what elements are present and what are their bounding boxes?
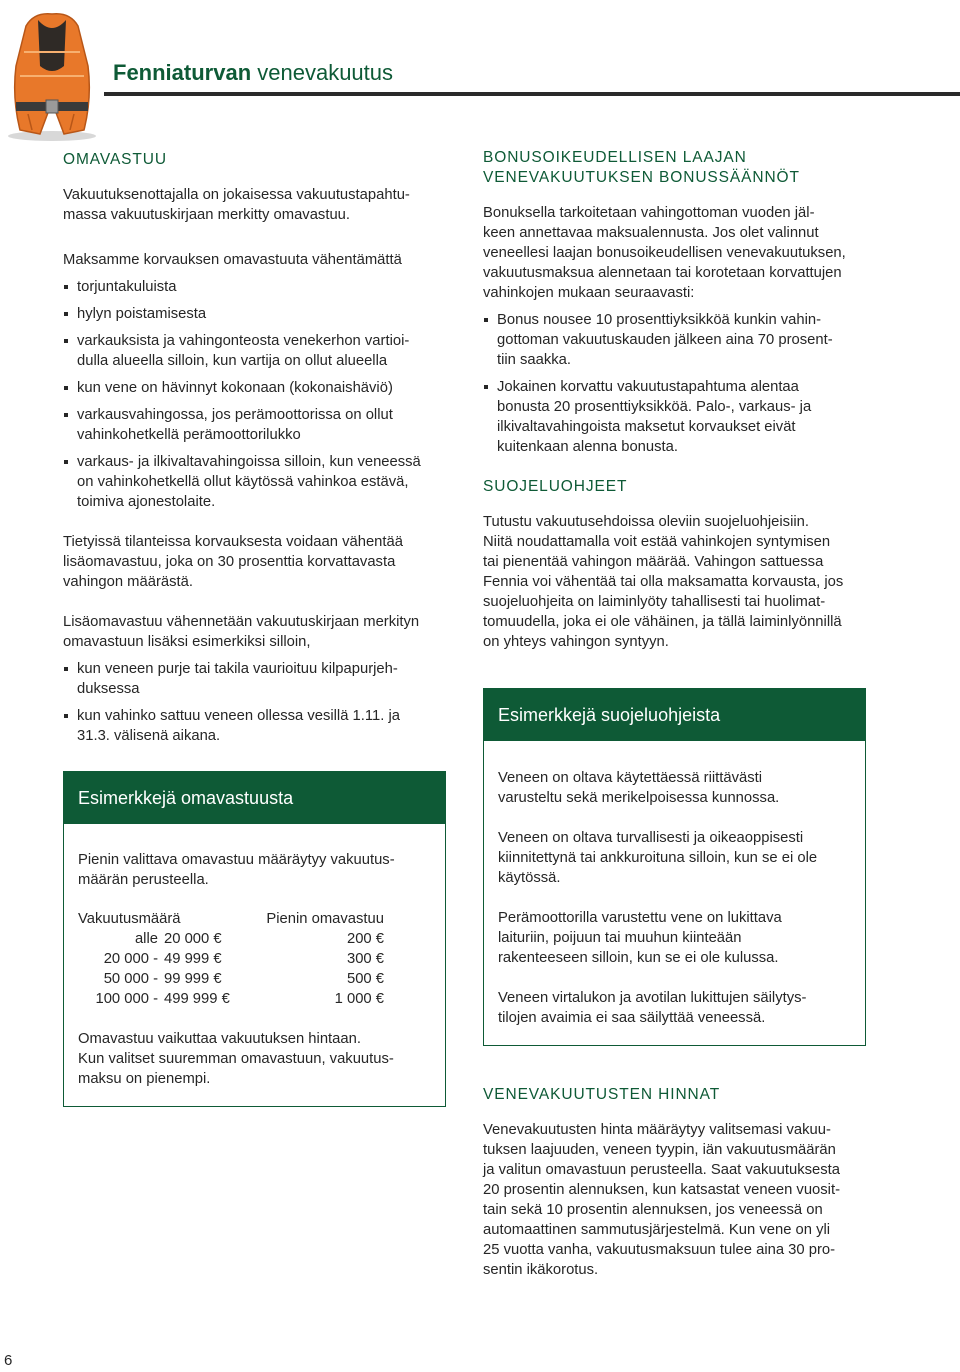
brand-title-bold: Fenniaturvan xyxy=(113,60,252,85)
intro-line: massa vakuutuskirjaan merkitty omavastuu. xyxy=(63,207,351,223)
table-header-row xyxy=(78,909,384,929)
additional-deductible-paragraph: Tietyissä tilanteissa korvauksesta voidaan vähentää lisäomavastuu, joka on 30 prosenttia korvattavasta vahingon määrästä. xyxy=(63,534,403,590)
list-item: Jokainen korvattu vakuutustapahtuma alentaa bonusta 20 prosenttiyksikköä. Palo-, varkaus- ja ilkivaltavahingoista maksetut korvaukset eivät kuitenkaan alenna bonusta. xyxy=(483,377,873,457)
additional-deductible-list xyxy=(63,659,448,746)
list-item: kun veneen purje tai takila vaurioituu kilpapurjeh- duksessa xyxy=(63,659,448,699)
list-item: kun vene on hävinnyt kokonaan (kokonaishäviö) xyxy=(63,378,448,398)
prices-heading: VENEVAKUUTUSTEN HINNAT xyxy=(483,1086,721,1103)
table-row: 100 000 - 499 999 € 1 000 € xyxy=(95,991,384,1007)
prices-section xyxy=(483,1085,873,1280)
suojeluohjeet-heading: SUOJELUOHJEET xyxy=(483,478,628,495)
list-item: kun vahinko sattuu veneen ollessa vesillä 1.11. ja 31.3. välisenä aikana. xyxy=(63,706,448,746)
brand-title-rest: venevakuutus xyxy=(251,60,394,85)
deductible-table xyxy=(78,909,384,1009)
list-item: torjuntakuluista xyxy=(63,277,448,297)
list-item: varkausvahingossa, jos perämoottorissa on ollut vahinkohetkellä perämoottorilukko xyxy=(63,405,448,445)
suojeluohjeet-text: Tutustu vakuutusehdoissa oleviin suojeluohjeisiin. Niitä noudattamalla voit estää vahinkojen syntymisen tai pienentää vahingon määrää. Vahingon sattuessa Fennia voi vähentää tai olla maksamatta korvausta, jos suojeluohjeita on laiminlyöty tahallisesti tai huolimat- tomuudella, joka ei ole vähäinen, ja tällä laiminlyönnillä on yhteys vahingon syntyyn. xyxy=(483,514,844,650)
table-row: alle 20 000 € 200 € xyxy=(134,931,384,947)
intro-line: Vakuutuksenottajalla on jokaisessa vakuutustapahtu- xyxy=(63,187,410,203)
right-column xyxy=(483,148,873,652)
omavastuu-intro xyxy=(63,185,448,225)
additional-deductible-cases-paragraph: Lisäomavastuu vähennetään vakuutuskirjaan merkityn omavastuun lisäksi esimerkiksi silloin, xyxy=(63,614,420,650)
protection-example: Veneen on oltava käytettäessä riittävästi varusteltu sekä merikelpoisessa kunnossa. xyxy=(498,770,780,806)
table-row: 20 000 - 49 999 € 300 € xyxy=(103,951,384,967)
bonus-heading: BONUSOIKEUDELLISEN LAAJAN VENEVAKUUTUKSEN BONUSSÄÄNNÖT xyxy=(483,149,800,186)
protection-examples-body xyxy=(484,741,865,1028)
life-jacket-image xyxy=(4,6,100,144)
page-number: 6 xyxy=(4,1352,13,1369)
brand-title xyxy=(113,60,393,86)
header-rule xyxy=(104,92,960,96)
bonus-rules-list xyxy=(483,310,873,457)
deductible-examples-outro: Omavastuu vaikuttaa vakuutuksen hintaan. Kun valitset suuremman omavastuun, vakuutus- maksu on pienempi. xyxy=(78,1031,394,1087)
left-column xyxy=(63,150,448,753)
prices-text: Venevakuutusten hinta määräytyy valitsemasi vakuu- tuksen laajuuden, veneen tyypin, iän vakuutusmäärän ja valitun omavastuun perusteella. Saat vakuutuksesta 20 prosentin alennuksen, kun katsastat veneen vuosit- tain sekä 10 prosentin alennuksen, jos veneessä on automaattinen sammutusjärjestelmä. Kun vene on yli 25 vuotta vanha, vakuutusmaksuun tulee aina 30 pro- sentin ikäkorotus. xyxy=(483,1122,840,1278)
protection-examples-title: Esimerkkejä suojeluohjeista xyxy=(484,689,865,741)
omavastuu-heading: OMAVASTUU xyxy=(63,151,167,168)
col-header-sum-insured: Vakuutusmäärä xyxy=(78,911,181,927)
protection-example: Veneen virtalukon ja avotilan lukittujen säilytys- tilojen avaimia ei saa säilyttää veneessä. xyxy=(498,990,807,1026)
deductible-examples-box xyxy=(63,771,446,1107)
list-item: varkauksista ja vahingonteosta venekerhon vartioi- dulla alueella silloin, kun vartija on ollut alueella xyxy=(63,331,448,371)
deductible-examples-intro: Pienin valittava omavastuu määräytyy vakuutus- määrän perusteella. xyxy=(78,852,395,888)
deductible-examples-title: Esimerkkejä omavastuusta xyxy=(64,772,445,824)
col-header-min-deductible: Pienin omavastuu xyxy=(266,911,384,927)
protection-example: Veneen on oltava turvallisesti ja oikeaoppisesti kiinnitettynä tai ankkuroituna silloin, kun se ei ole käytössä. xyxy=(498,830,818,886)
protection-example: Perämoottorilla varustettu vene on lukittava laituriin, poijuun tai muuhun kiinteään rakenteeseen silloin, kun se ei ole kulussa. xyxy=(498,910,782,966)
table-row: 50 000 - 99 999 € 500 € xyxy=(103,971,384,987)
deductible-examples-body xyxy=(64,824,445,1089)
list-item: Bonus nousee 10 prosenttiyksikköä kunkin vahin- gottoman vakuutuskauden jälkeen aina 70 prosent- tiin saakka. xyxy=(483,310,873,370)
bonus-intro: Bonuksella tarkoitetaan vahingottoman vuoden jäl- keen annettavaa maksualennusta. Jos olet valinnut veneellesi laajan bonusoikeudellisen venevakuutuksen, vakuutusmaksua alennetaan tai korotetaan korvattujen vahinkojen mukaan seuraavasti: xyxy=(483,205,846,301)
list-item: varkaus- ja ilkivaltavahingoissa silloin, kun veneessä on vahinkohetkellä ollut käytössä vahinkoa estävä, toimiva ajonestolaite. xyxy=(63,452,448,512)
protection-examples-box xyxy=(483,688,866,1046)
deductible-exemptions-list xyxy=(63,277,448,512)
list-intro: Maksamme korvauksen omavastuuta vähentämättä xyxy=(63,252,402,268)
list-item: hylyn poistamisesta xyxy=(63,304,448,324)
